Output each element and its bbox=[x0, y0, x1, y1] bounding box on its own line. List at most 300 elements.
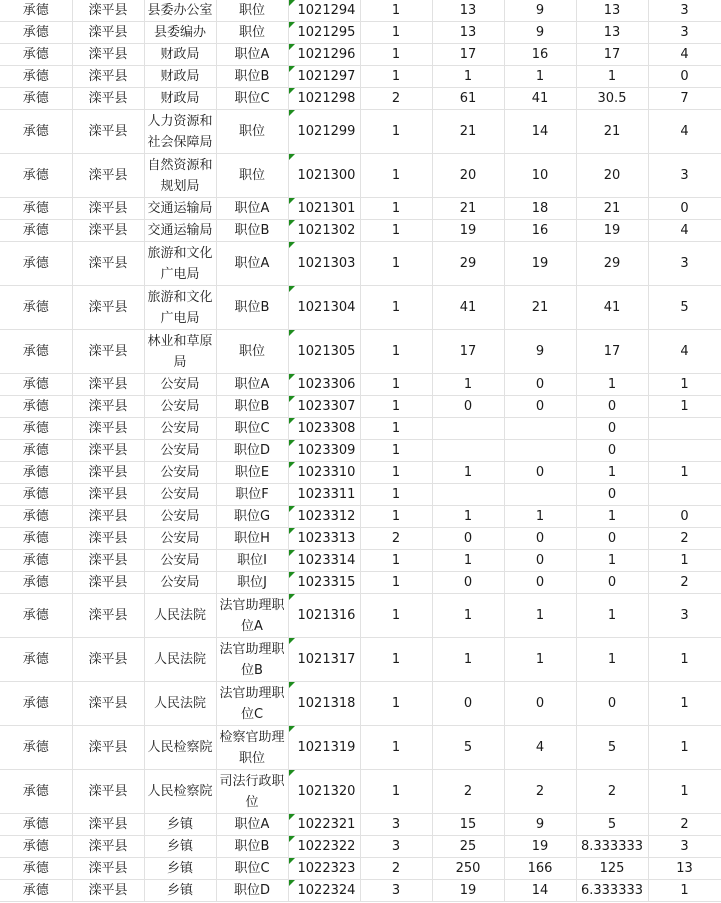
cell-recruit-count[interactable]: 1 bbox=[360, 66, 432, 88]
cell-approved[interactable]: 18 bbox=[504, 198, 576, 220]
cell-city[interactable]: 承德 bbox=[0, 814, 72, 836]
cell-county[interactable]: 滦平县 bbox=[72, 286, 144, 330]
cell-approved[interactable]: 0 bbox=[504, 396, 576, 418]
cell-paid[interactable]: 3 bbox=[648, 154, 721, 198]
cell-ratio[interactable]: 0 bbox=[576, 484, 648, 506]
cell-department[interactable]: 公安局 bbox=[144, 506, 216, 528]
cell-department[interactable]: 公安局 bbox=[144, 550, 216, 572]
cell-position-code[interactable]: 1021302 bbox=[288, 220, 360, 242]
cell-approved[interactable]: 2 bbox=[504, 770, 576, 814]
cell-position-code[interactable]: 1022323 bbox=[288, 858, 360, 880]
cell-position[interactable]: 职位A bbox=[216, 374, 288, 396]
cell-applicants[interactable] bbox=[432, 440, 504, 462]
cell-position[interactable]: 职位 bbox=[216, 0, 288, 22]
cell-ratio[interactable]: 1 bbox=[576, 462, 648, 484]
cell-department[interactable]: 交通运输局 bbox=[144, 198, 216, 220]
cell-recruit-count[interactable]: 1 bbox=[360, 374, 432, 396]
cell-applicants[interactable]: 20 bbox=[432, 154, 504, 198]
cell-city[interactable]: 承德 bbox=[0, 220, 72, 242]
cell-applicants[interactable]: 250 bbox=[432, 858, 504, 880]
cell-city[interactable]: 承德 bbox=[0, 242, 72, 286]
cell-position[interactable]: 职位C bbox=[216, 88, 288, 110]
cell-ratio[interactable]: 19 bbox=[576, 220, 648, 242]
cell-department[interactable]: 人民检察院 bbox=[144, 770, 216, 814]
cell-ratio[interactable]: 1 bbox=[576, 374, 648, 396]
cell-approved[interactable]: 9 bbox=[504, 330, 576, 374]
cell-department[interactable]: 财政局 bbox=[144, 44, 216, 66]
cell-position-code[interactable]: 1023311 bbox=[288, 484, 360, 506]
cell-county[interactable]: 滦平县 bbox=[72, 682, 144, 726]
cell-applicants[interactable]: 13 bbox=[432, 22, 504, 44]
cell-department[interactable]: 乡镇 bbox=[144, 858, 216, 880]
cell-paid[interactable]: 0 bbox=[648, 198, 721, 220]
cell-city[interactable]: 承德 bbox=[0, 396, 72, 418]
cell-department[interactable]: 乡镇 bbox=[144, 814, 216, 836]
cell-recruit-count[interactable]: 1 bbox=[360, 440, 432, 462]
cell-recruit-count[interactable]: 1 bbox=[360, 682, 432, 726]
cell-applicants[interactable]: 21 bbox=[432, 110, 504, 154]
cell-applicants[interactable]: 19 bbox=[432, 220, 504, 242]
cell-city[interactable]: 承德 bbox=[0, 726, 72, 770]
cell-position[interactable]: 职位B bbox=[216, 286, 288, 330]
cell-department[interactable]: 公安局 bbox=[144, 374, 216, 396]
cell-position-code[interactable]: 1023306 bbox=[288, 374, 360, 396]
cell-recruit-count[interactable]: 1 bbox=[360, 418, 432, 440]
cell-county[interactable]: 滦平县 bbox=[72, 0, 144, 22]
cell-applicants[interactable]: 5 bbox=[432, 726, 504, 770]
cell-city[interactable]: 承德 bbox=[0, 506, 72, 528]
cell-applicants[interactable]: 1 bbox=[432, 374, 504, 396]
cell-applicants[interactable] bbox=[432, 484, 504, 506]
cell-position[interactable]: 职位 bbox=[216, 154, 288, 198]
cell-recruit-count[interactable]: 1 bbox=[360, 44, 432, 66]
cell-approved[interactable]: 0 bbox=[504, 550, 576, 572]
cell-paid[interactable]: 3 bbox=[648, 594, 721, 638]
cell-recruit-count[interactable]: 1 bbox=[360, 484, 432, 506]
cell-county[interactable]: 滦平县 bbox=[72, 528, 144, 550]
cell-county[interactable]: 滦平县 bbox=[72, 418, 144, 440]
cell-recruit-count[interactable]: 1 bbox=[360, 396, 432, 418]
cell-paid[interactable]: 1 bbox=[648, 770, 721, 814]
cell-county[interactable]: 滦平县 bbox=[72, 110, 144, 154]
cell-position[interactable]: 职位B bbox=[216, 220, 288, 242]
cell-city[interactable]: 承德 bbox=[0, 836, 72, 858]
cell-paid[interactable]: 1 bbox=[648, 396, 721, 418]
cell-ratio[interactable]: 41 bbox=[576, 286, 648, 330]
cell-position[interactable]: 职位I bbox=[216, 550, 288, 572]
cell-county[interactable]: 滦平县 bbox=[72, 242, 144, 286]
cell-applicants[interactable]: 1 bbox=[432, 506, 504, 528]
cell-position-code[interactable]: 1022324 bbox=[288, 880, 360, 902]
cell-city[interactable]: 承德 bbox=[0, 638, 72, 682]
cell-department[interactable]: 财政局 bbox=[144, 88, 216, 110]
cell-ratio[interactable]: 21 bbox=[576, 110, 648, 154]
cell-recruit-count[interactable]: 1 bbox=[360, 572, 432, 594]
cell-position-code[interactable]: 1021305 bbox=[288, 330, 360, 374]
cell-department[interactable]: 旅游和文化广电局 bbox=[144, 242, 216, 286]
cell-approved[interactable]: 0 bbox=[504, 528, 576, 550]
cell-approved[interactable]: 14 bbox=[504, 880, 576, 902]
cell-position-code[interactable]: 1021320 bbox=[288, 770, 360, 814]
cell-recruit-count[interactable]: 1 bbox=[360, 0, 432, 22]
cell-approved[interactable] bbox=[504, 440, 576, 462]
cell-paid[interactable]: 1 bbox=[648, 374, 721, 396]
cell-position[interactable]: 法官助理职位C bbox=[216, 682, 288, 726]
cell-position-code[interactable]: 1021318 bbox=[288, 682, 360, 726]
cell-recruit-count[interactable]: 1 bbox=[360, 638, 432, 682]
cell-ratio[interactable]: 0 bbox=[576, 418, 648, 440]
cell-department[interactable]: 县委编办 bbox=[144, 22, 216, 44]
cell-city[interactable]: 承德 bbox=[0, 0, 72, 22]
cell-department[interactable]: 县委办公室 bbox=[144, 0, 216, 22]
cell-position[interactable]: 职位C bbox=[216, 858, 288, 880]
cell-ratio[interactable]: 1 bbox=[576, 550, 648, 572]
cell-position-code[interactable]: 1021298 bbox=[288, 88, 360, 110]
cell-recruit-count[interactable]: 3 bbox=[360, 814, 432, 836]
cell-ratio[interactable]: 21 bbox=[576, 198, 648, 220]
cell-approved[interactable]: 21 bbox=[504, 286, 576, 330]
cell-approved[interactable]: 19 bbox=[504, 242, 576, 286]
cell-position[interactable]: 职位 bbox=[216, 330, 288, 374]
cell-ratio[interactable]: 0 bbox=[576, 396, 648, 418]
cell-recruit-count[interactable]: 1 bbox=[360, 594, 432, 638]
cell-position-code[interactable]: 1023307 bbox=[288, 396, 360, 418]
cell-recruit-count[interactable]: 1 bbox=[360, 506, 432, 528]
cell-position[interactable]: 职位B bbox=[216, 836, 288, 858]
cell-approved[interactable]: 41 bbox=[504, 88, 576, 110]
cell-paid[interactable]: 1 bbox=[648, 880, 721, 902]
cell-paid[interactable]: 2 bbox=[648, 814, 721, 836]
cell-position[interactable]: 司法行政职位 bbox=[216, 770, 288, 814]
cell-approved[interactable]: 9 bbox=[504, 22, 576, 44]
cell-ratio[interactable]: 6.333333 bbox=[576, 880, 648, 902]
cell-county[interactable]: 滦平县 bbox=[72, 550, 144, 572]
cell-city[interactable]: 承德 bbox=[0, 550, 72, 572]
cell-position[interactable]: 职位D bbox=[216, 880, 288, 902]
cell-position-code[interactable]: 1021296 bbox=[288, 44, 360, 66]
cell-ratio[interactable]: 1 bbox=[576, 506, 648, 528]
cell-paid[interactable]: 3 bbox=[648, 22, 721, 44]
cell-department[interactable]: 公安局 bbox=[144, 572, 216, 594]
cell-applicants[interactable] bbox=[432, 418, 504, 440]
cell-ratio[interactable]: 125 bbox=[576, 858, 648, 880]
cell-applicants[interactable]: 1 bbox=[432, 638, 504, 682]
cell-county[interactable]: 滦平县 bbox=[72, 396, 144, 418]
cell-recruit-count[interactable]: 1 bbox=[360, 550, 432, 572]
cell-position[interactable]: 职位 bbox=[216, 22, 288, 44]
cell-county[interactable]: 滦平县 bbox=[72, 462, 144, 484]
cell-approved[interactable] bbox=[504, 484, 576, 506]
cell-applicants[interactable]: 1 bbox=[432, 550, 504, 572]
cell-recruit-count[interactable]: 1 bbox=[360, 286, 432, 330]
cell-paid[interactable]: 0 bbox=[648, 66, 721, 88]
cell-ratio[interactable]: 29 bbox=[576, 242, 648, 286]
cell-county[interactable]: 滦平县 bbox=[72, 330, 144, 374]
cell-approved[interactable]: 0 bbox=[504, 682, 576, 726]
cell-ratio[interactable]: 13 bbox=[576, 0, 648, 22]
cell-ratio[interactable]: 5 bbox=[576, 726, 648, 770]
cell-position-code[interactable]: 1021304 bbox=[288, 286, 360, 330]
cell-county[interactable]: 滦平县 bbox=[72, 638, 144, 682]
cell-county[interactable]: 滦平县 bbox=[72, 220, 144, 242]
cell-position-code[interactable]: 1023312 bbox=[288, 506, 360, 528]
cell-position[interactable]: 职位A bbox=[216, 814, 288, 836]
cell-ratio[interactable]: 5 bbox=[576, 814, 648, 836]
cell-paid[interactable]: 1 bbox=[648, 638, 721, 682]
cell-approved[interactable]: 0 bbox=[504, 572, 576, 594]
cell-approved[interactable]: 16 bbox=[504, 220, 576, 242]
cell-recruit-count[interactable]: 2 bbox=[360, 88, 432, 110]
cell-department[interactable]: 公安局 bbox=[144, 462, 216, 484]
cell-paid[interactable]: 3 bbox=[648, 836, 721, 858]
cell-position-code[interactable]: 1023313 bbox=[288, 528, 360, 550]
cell-city[interactable]: 承德 bbox=[0, 110, 72, 154]
cell-city[interactable]: 承德 bbox=[0, 44, 72, 66]
cell-ratio[interactable]: 30.5 bbox=[576, 88, 648, 110]
cell-county[interactable]: 滦平县 bbox=[72, 858, 144, 880]
cell-approved[interactable]: 1 bbox=[504, 594, 576, 638]
cell-applicants[interactable]: 41 bbox=[432, 286, 504, 330]
cell-department[interactable]: 公安局 bbox=[144, 418, 216, 440]
cell-city[interactable]: 承德 bbox=[0, 880, 72, 902]
cell-city[interactable]: 承德 bbox=[0, 66, 72, 88]
cell-city[interactable]: 承德 bbox=[0, 528, 72, 550]
cell-recruit-count[interactable]: 1 bbox=[360, 22, 432, 44]
cell-position-code[interactable]: 1021299 bbox=[288, 110, 360, 154]
cell-county[interactable]: 滦平县 bbox=[72, 880, 144, 902]
cell-recruit-count[interactable]: 1 bbox=[360, 154, 432, 198]
cell-approved[interactable] bbox=[504, 418, 576, 440]
cell-county[interactable]: 滦平县 bbox=[72, 440, 144, 462]
cell-position-code[interactable]: 1021295 bbox=[288, 22, 360, 44]
cell-approved[interactable]: 9 bbox=[504, 0, 576, 22]
cell-position-code[interactable]: 1021297 bbox=[288, 66, 360, 88]
cell-paid[interactable]: 1 bbox=[648, 550, 721, 572]
cell-city[interactable]: 承德 bbox=[0, 330, 72, 374]
cell-department[interactable]: 公安局 bbox=[144, 484, 216, 506]
cell-position[interactable]: 职位D bbox=[216, 440, 288, 462]
cell-position-code[interactable]: 1023315 bbox=[288, 572, 360, 594]
cell-applicants[interactable]: 0 bbox=[432, 396, 504, 418]
cell-position[interactable]: 法官助理职位A bbox=[216, 594, 288, 638]
cell-department[interactable]: 财政局 bbox=[144, 66, 216, 88]
cell-paid[interactable] bbox=[648, 440, 721, 462]
cell-county[interactable]: 滦平县 bbox=[72, 88, 144, 110]
cell-approved[interactable]: 4 bbox=[504, 726, 576, 770]
cell-position[interactable]: 职位B bbox=[216, 396, 288, 418]
cell-position[interactable]: 法官助理职位B bbox=[216, 638, 288, 682]
cell-position-code[interactable]: 1021319 bbox=[288, 726, 360, 770]
cell-city[interactable]: 承德 bbox=[0, 374, 72, 396]
cell-ratio[interactable]: 17 bbox=[576, 44, 648, 66]
cell-approved[interactable]: 1 bbox=[504, 506, 576, 528]
cell-ratio[interactable]: 13 bbox=[576, 22, 648, 44]
cell-paid[interactable]: 2 bbox=[648, 528, 721, 550]
cell-approved[interactable]: 1 bbox=[504, 66, 576, 88]
cell-applicants[interactable]: 19 bbox=[432, 880, 504, 902]
cell-department[interactable]: 公安局 bbox=[144, 440, 216, 462]
cell-paid[interactable]: 0 bbox=[648, 506, 721, 528]
cell-county[interactable]: 滦平县 bbox=[72, 66, 144, 88]
cell-city[interactable]: 承德 bbox=[0, 858, 72, 880]
cell-paid[interactable] bbox=[648, 484, 721, 506]
cell-recruit-count[interactable]: 2 bbox=[360, 528, 432, 550]
cell-position[interactable]: 职位C bbox=[216, 418, 288, 440]
cell-recruit-count[interactable]: 1 bbox=[360, 770, 432, 814]
cell-county[interactable]: 滦平县 bbox=[72, 572, 144, 594]
cell-department[interactable]: 交通运输局 bbox=[144, 220, 216, 242]
cell-applicants[interactable]: 1 bbox=[432, 66, 504, 88]
cell-recruit-count[interactable]: 1 bbox=[360, 330, 432, 374]
cell-paid[interactable]: 4 bbox=[648, 220, 721, 242]
cell-applicants[interactable]: 17 bbox=[432, 44, 504, 66]
cell-department[interactable]: 旅游和文化广电局 bbox=[144, 286, 216, 330]
cell-ratio[interactable]: 17 bbox=[576, 330, 648, 374]
cell-ratio[interactable]: 8.333333 bbox=[576, 836, 648, 858]
cell-paid[interactable]: 4 bbox=[648, 330, 721, 374]
cell-county[interactable]: 滦平县 bbox=[72, 44, 144, 66]
cell-department[interactable]: 人民法院 bbox=[144, 594, 216, 638]
cell-recruit-count[interactable]: 1 bbox=[360, 462, 432, 484]
cell-department[interactable]: 人力资源和社会保障局 bbox=[144, 110, 216, 154]
cell-applicants[interactable]: 1 bbox=[432, 462, 504, 484]
cell-department[interactable]: 公安局 bbox=[144, 528, 216, 550]
cell-paid[interactable]: 3 bbox=[648, 242, 721, 286]
cell-paid[interactable]: 2 bbox=[648, 572, 721, 594]
cell-recruit-count[interactable]: 2 bbox=[360, 858, 432, 880]
cell-position[interactable]: 职位J bbox=[216, 572, 288, 594]
cell-approved[interactable]: 9 bbox=[504, 814, 576, 836]
cell-position-code[interactable]: 1022321 bbox=[288, 814, 360, 836]
cell-approved[interactable]: 14 bbox=[504, 110, 576, 154]
cell-ratio[interactable]: 0 bbox=[576, 572, 648, 594]
cell-county[interactable]: 滦平县 bbox=[72, 374, 144, 396]
cell-county[interactable]: 滦平县 bbox=[72, 770, 144, 814]
cell-paid[interactable]: 1 bbox=[648, 726, 721, 770]
cell-recruit-count[interactable]: 3 bbox=[360, 880, 432, 902]
cell-city[interactable]: 承德 bbox=[0, 198, 72, 220]
cell-city[interactable]: 承德 bbox=[0, 682, 72, 726]
cell-recruit-count[interactable]: 1 bbox=[360, 198, 432, 220]
cell-county[interactable]: 滦平县 bbox=[72, 154, 144, 198]
cell-city[interactable]: 承德 bbox=[0, 770, 72, 814]
cell-position-code[interactable]: 1021303 bbox=[288, 242, 360, 286]
cell-recruit-count[interactable]: 3 bbox=[360, 836, 432, 858]
cell-department[interactable]: 乡镇 bbox=[144, 836, 216, 858]
cell-applicants[interactable]: 13 bbox=[432, 0, 504, 22]
cell-approved[interactable]: 10 bbox=[504, 154, 576, 198]
cell-department[interactable]: 公安局 bbox=[144, 396, 216, 418]
cell-position[interactable]: 职位E bbox=[216, 462, 288, 484]
cell-paid[interactable]: 7 bbox=[648, 88, 721, 110]
cell-approved[interactable]: 16 bbox=[504, 44, 576, 66]
cell-approved[interactable]: 1 bbox=[504, 638, 576, 682]
cell-position[interactable]: 职位A bbox=[216, 44, 288, 66]
cell-applicants[interactable]: 25 bbox=[432, 836, 504, 858]
cell-position-code[interactable]: 1023309 bbox=[288, 440, 360, 462]
cell-city[interactable]: 承德 bbox=[0, 594, 72, 638]
cell-ratio[interactable]: 0 bbox=[576, 682, 648, 726]
cell-paid[interactable]: 5 bbox=[648, 286, 721, 330]
cell-position[interactable]: 职位B bbox=[216, 66, 288, 88]
cell-applicants[interactable]: 2 bbox=[432, 770, 504, 814]
cell-position[interactable]: 检察官助理职位 bbox=[216, 726, 288, 770]
cell-paid[interactable]: 4 bbox=[648, 44, 721, 66]
cell-paid[interactable]: 13 bbox=[648, 858, 721, 880]
cell-position-code[interactable]: 1023308 bbox=[288, 418, 360, 440]
cell-position-code[interactable]: 1021301 bbox=[288, 198, 360, 220]
cell-city[interactable]: 承德 bbox=[0, 154, 72, 198]
cell-applicants[interactable]: 0 bbox=[432, 572, 504, 594]
cell-county[interactable]: 滦平县 bbox=[72, 814, 144, 836]
cell-ratio[interactable]: 1 bbox=[576, 594, 648, 638]
cell-applicants[interactable]: 0 bbox=[432, 682, 504, 726]
cell-county[interactable]: 滦平县 bbox=[72, 506, 144, 528]
cell-city[interactable]: 承德 bbox=[0, 572, 72, 594]
cell-applicants[interactable]: 61 bbox=[432, 88, 504, 110]
cell-recruit-count[interactable]: 1 bbox=[360, 242, 432, 286]
cell-position-code[interactable]: 1022322 bbox=[288, 836, 360, 858]
cell-position[interactable]: 职位F bbox=[216, 484, 288, 506]
cell-position-code[interactable]: 1021316 bbox=[288, 594, 360, 638]
cell-position[interactable]: 职位G bbox=[216, 506, 288, 528]
cell-position-code[interactable]: 1023314 bbox=[288, 550, 360, 572]
cell-department[interactable]: 人民法院 bbox=[144, 682, 216, 726]
cell-position[interactable]: 职位A bbox=[216, 242, 288, 286]
cell-county[interactable]: 滦平县 bbox=[72, 836, 144, 858]
cell-paid[interactable]: 4 bbox=[648, 110, 721, 154]
cell-department[interactable]: 自然资源和规划局 bbox=[144, 154, 216, 198]
cell-approved[interactable]: 166 bbox=[504, 858, 576, 880]
cell-city[interactable]: 承德 bbox=[0, 418, 72, 440]
cell-city[interactable]: 承德 bbox=[0, 484, 72, 506]
cell-applicants[interactable]: 1 bbox=[432, 594, 504, 638]
cell-county[interactable]: 滦平县 bbox=[72, 198, 144, 220]
cell-city[interactable]: 承德 bbox=[0, 462, 72, 484]
cell-paid[interactable]: 3 bbox=[648, 0, 721, 22]
cell-applicants[interactable]: 21 bbox=[432, 198, 504, 220]
cell-county[interactable]: 滦平县 bbox=[72, 726, 144, 770]
cell-city[interactable]: 承德 bbox=[0, 440, 72, 462]
cell-recruit-count[interactable]: 1 bbox=[360, 220, 432, 242]
cell-recruit-count[interactable]: 1 bbox=[360, 726, 432, 770]
cell-department[interactable]: 林业和草原局 bbox=[144, 330, 216, 374]
cell-county[interactable]: 滦平县 bbox=[72, 484, 144, 506]
cell-ratio[interactable]: 20 bbox=[576, 154, 648, 198]
cell-approved[interactable]: 19 bbox=[504, 836, 576, 858]
cell-position-code[interactable]: 1021294 bbox=[288, 0, 360, 22]
cell-paid[interactable]: 1 bbox=[648, 682, 721, 726]
cell-position-code[interactable]: 1021317 bbox=[288, 638, 360, 682]
cell-position-code[interactable]: 1023310 bbox=[288, 462, 360, 484]
cell-position[interactable]: 职位 bbox=[216, 110, 288, 154]
cell-city[interactable]: 承德 bbox=[0, 22, 72, 44]
cell-department[interactable]: 人民检察院 bbox=[144, 726, 216, 770]
cell-county[interactable]: 滦平县 bbox=[72, 22, 144, 44]
cell-county[interactable]: 滦平县 bbox=[72, 594, 144, 638]
cell-recruit-count[interactable]: 1 bbox=[360, 110, 432, 154]
cell-department[interactable]: 乡镇 bbox=[144, 880, 216, 902]
cell-paid[interactable]: 1 bbox=[648, 462, 721, 484]
cell-city[interactable]: 承德 bbox=[0, 286, 72, 330]
cell-applicants[interactable]: 29 bbox=[432, 242, 504, 286]
cell-position[interactable]: 职位A bbox=[216, 198, 288, 220]
cell-paid[interactable] bbox=[648, 418, 721, 440]
cell-applicants[interactable]: 17 bbox=[432, 330, 504, 374]
cell-approved[interactable]: 0 bbox=[504, 374, 576, 396]
cell-ratio[interactable]: 1 bbox=[576, 638, 648, 682]
cell-position-code[interactable]: 1021300 bbox=[288, 154, 360, 198]
